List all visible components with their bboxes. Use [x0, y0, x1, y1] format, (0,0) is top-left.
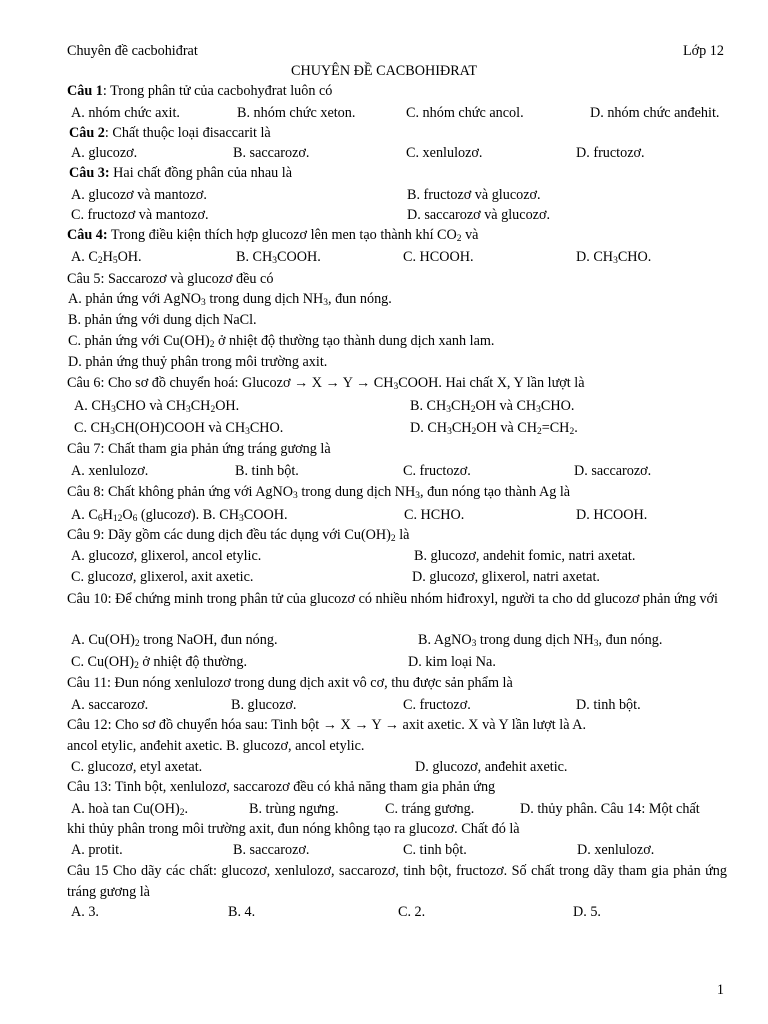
- question-4-option-b: [236, 248, 321, 266]
- subscript: 3: [201, 298, 206, 308]
- question-6-option-c: [74, 419, 283, 437]
- question-6-option-a: [74, 397, 239, 415]
- question-14-option-a: A. protit.: [71, 842, 123, 858]
- question-8-option-d: D. HCOOH.: [576, 507, 648, 523]
- page-number: 1: [716, 982, 724, 998]
- question-8-option-c: C. HCHO.: [404, 507, 465, 523]
- question-2-option-a: A. glucozơ.: [71, 145, 138, 161]
- subscript: 5: [112, 256, 118, 266]
- option-text: C. HCOOH.: [403, 249, 474, 265]
- subscript: 2: [536, 427, 542, 437]
- question-9-option-a: A. glucozơ, glixerol, ancol etylic.: [71, 548, 262, 564]
- question-6-option-b: [410, 397, 574, 415]
- question-10-stem: Câu 10: Để chứng minh trong phân tử của glucozơ có nhiều nhóm hiđroxyl, người ta cho dd glucozơ phản ứng với: [67, 591, 719, 607]
- question-8-stem: [67, 483, 570, 501]
- question-12-stem: Câu 12: Cho sơ đồ chuyển hóa sau: Tinh bột → X → Y → axit axetic. X và Y lần lượt là A.: [67, 717, 587, 733]
- question-9-option-c: C. glucozơ, glixerol, axit axetic.: [71, 569, 254, 585]
- question-3-option-b: B. fructozơ và glucozơ.: [407, 187, 541, 203]
- option-text: CHO và CH: [115, 398, 186, 414]
- subscript: 2: [134, 639, 140, 649]
- question-7-option-d: D. saccarozơ.: [574, 463, 652, 479]
- option-text: C. Cu(OH): [71, 654, 135, 670]
- subscript: 3: [110, 427, 116, 437]
- question-text: là: [395, 527, 410, 543]
- question-14-option-b: B. saccarozơ.: [233, 842, 310, 858]
- question-text: trong dung dịch NH: [297, 484, 416, 500]
- question-4-stem: [67, 226, 478, 244]
- option-text: =CH: [541, 420, 570, 436]
- option-text: .: [574, 420, 578, 436]
- subscript: 3: [272, 256, 278, 266]
- option-text: A. phản ứng với AgNO: [68, 291, 202, 307]
- option-text: CHO.: [249, 420, 284, 436]
- subscript: 2: [569, 427, 575, 437]
- question-15-option-c: C. 2.: [398, 904, 426, 920]
- question-1-option-a: A. nhóm chức axit.: [71, 105, 180, 121]
- option-text: C. phản ứng với Cu(OH): [68, 333, 210, 349]
- option-text: CH: [190, 398, 211, 414]
- question-2-stem: [69, 124, 271, 142]
- option-text: OH.: [215, 398, 240, 414]
- option-text: CH(OH)COOH và CH: [115, 420, 246, 436]
- question-9-option-b: B. glucozơ, andehit fomic, natri axetat.: [414, 548, 636, 564]
- option-text: trong dung dịch NH: [476, 632, 594, 648]
- question-6-option-d: [410, 419, 578, 437]
- question-label: Câu 4:: [67, 227, 108, 243]
- option-text: H: [102, 507, 113, 523]
- option-text: , đun nóng.: [598, 632, 663, 648]
- question-13-option-b: B. trùng ngưng.: [249, 801, 339, 817]
- question-label: Câu 1: [67, 83, 103, 99]
- question-text: : Chất thuộc loại đisaccarit là: [104, 125, 271, 141]
- option-text: trong dung dịch NH: [205, 291, 324, 307]
- question-13-option-c: C. tráng gương.: [385, 801, 475, 817]
- option-text: ở nhiệt độ thường tạo thành dung dịch xanh lam.: [214, 333, 495, 349]
- option-text: trong NaOH, đun nóng.: [139, 632, 278, 648]
- question-5-option-c: [68, 332, 494, 350]
- header-left: Chuyên đề cacbohiđrat: [67, 43, 198, 59]
- option-text: B. AgNO: [418, 632, 472, 648]
- option-text: CH: [451, 398, 471, 414]
- question-8-option-a-b: [71, 506, 288, 524]
- question-label: Câu 2: [69, 125, 105, 141]
- option-text: A. CH: [74, 398, 112, 414]
- question-5-option-b: [68, 311, 257, 329]
- question-12-options-a-b: ancol etylic, anđehit axetic. B. glucozơ, ancol etylic.: [67, 738, 365, 754]
- question-text: Hai chất đồng phân của nhau là: [109, 165, 293, 181]
- option-text: OH.: [117, 249, 142, 265]
- option-text: A. Cu(OH): [71, 632, 135, 648]
- question-9-stem: [67, 526, 409, 544]
- question-15-stem: Câu 15 Cho dãy các chất: glucozơ, xenlulozơ, saccarozơ, tinh bột, fructozơ. Số chất trong dãy tham gia phản ứng tráng gương là: [67, 863, 727, 900]
- question-text: và: [461, 227, 479, 243]
- subscript: 3: [393, 382, 399, 392]
- subscript: 3: [447, 427, 452, 437]
- option-text: COOH.: [277, 249, 321, 265]
- option-text: A. hoà tan Cu(OH): [71, 801, 180, 817]
- question-5-stem: Câu 5: Saccarozơ và glucozơ đều có: [67, 271, 274, 287]
- option-text: ở nhiệt độ thường.: [138, 654, 248, 670]
- question-12-option-d: D. glucozơ, anđehit axetic.: [415, 759, 568, 775]
- option-text: COOH.: [243, 507, 288, 523]
- option-text: D. CH: [410, 420, 448, 436]
- question-10-option-b: [418, 631, 662, 649]
- question-text: Câu 8: Chất không phản ứng với AgNO: [67, 484, 294, 500]
- option-text: D. CH: [576, 249, 614, 265]
- option-text: CH: [451, 420, 472, 436]
- option-text: OH và CH: [476, 420, 537, 436]
- question-2-option-d: D. fructozơ.: [576, 145, 645, 161]
- question-10-option-d: D. kim loại Na.: [408, 654, 496, 670]
- question-7-stem: Câu 7: Chất tham gia phản ứng tráng gương là: [67, 441, 331, 457]
- question-14-stem: khi thủy phân trong môi trường axit, đun nóng không tạo ra glucozơ. Chất đó là: [67, 821, 520, 837]
- question-11-option-a: A. saccarozơ.: [71, 697, 149, 713]
- question-3-stem: [69, 164, 292, 182]
- question-5-option-a: [68, 290, 392, 308]
- subscript: 6: [97, 514, 103, 524]
- subscript: 2: [470, 405, 476, 415]
- question-4-option-d: [576, 248, 651, 266]
- option-text: , đun nóng.: [327, 291, 392, 307]
- question-text: Câu 6: Cho sơ đồ chuyển hoá: Glucozơ → X → Y → CH: [67, 375, 394, 391]
- subscript: 2: [179, 808, 185, 818]
- question-15-option-d: D. 5.: [573, 904, 601, 920]
- option-text: OH và CH: [475, 398, 537, 414]
- subscript: 3: [185, 405, 191, 415]
- question-11-stem: Câu 11: Đun nóng xenlulozơ trong dung dịch axit vô cơ, thu được sản phẩm là: [67, 675, 513, 691]
- option-text: A. C: [71, 507, 98, 523]
- question-10-option-a: [71, 631, 278, 649]
- question-4-option-c: [403, 248, 474, 266]
- option-text: B. CH: [410, 398, 447, 414]
- document-title: CHUYÊN ĐỀ CACBOHIĐRAT: [290, 63, 477, 79]
- question-13-stem: Câu 13: Tinh bột, xenlulozơ, saccarozơ đều có khả năng tham gia phản ứng: [67, 779, 496, 795]
- question-1-option-d: D. nhóm chức anđehit.: [590, 105, 720, 121]
- subscript: 2: [456, 234, 462, 244]
- option-text: B. CH: [236, 249, 273, 265]
- question-11-option-b: B. glucozơ.: [231, 697, 297, 713]
- question-text: COOH. Hai chất X, Y lần lượt là: [398, 375, 585, 391]
- question-4-option-a: [71, 248, 142, 266]
- subscript: 3: [471, 639, 477, 649]
- subscript: 12: [112, 514, 123, 524]
- question-15-option-a: A. 3.: [71, 904, 99, 920]
- header-right: Lớp 12: [683, 43, 724, 59]
- question-15-option-b: B. 4.: [228, 904, 256, 920]
- question-text: Câu 9: Dãy gồm các dung dịch đều tác dụng với Cu(OH): [67, 527, 391, 543]
- question-9-option-d: D. glucozơ, glixerol, natri axetat.: [412, 569, 600, 585]
- question-text: : Trong phân tử của cacbohyđrat luôn có: [102, 83, 333, 99]
- subscript: 2: [134, 661, 139, 671]
- question-7-option-b: B. tinh bột.: [235, 463, 299, 479]
- option-text: O: [122, 507, 133, 523]
- question-11-option-d: D. tinh bột.: [576, 697, 641, 713]
- option-text: CHO.: [540, 398, 575, 414]
- subscript: 3: [239, 514, 244, 524]
- question-7-option-c: C. fructozơ.: [403, 463, 471, 479]
- question-3-option-a: A. glucozơ và mantozơ.: [71, 187, 207, 203]
- subscript: 3: [446, 405, 452, 415]
- option-text: B. phản ứng với dung dịch NaCl.: [68, 312, 257, 328]
- option-text: D. phản ứng thuỷ phân trong môi trường axit.: [68, 354, 328, 370]
- subscript: 3: [536, 405, 541, 415]
- question-6-stem: [67, 374, 585, 392]
- question-label: Câu 3:: [69, 165, 110, 181]
- subscript: 3: [415, 491, 420, 501]
- subscript: 2: [209, 340, 215, 350]
- question-12-option-c: C. glucozơ, etyl axetat.: [71, 759, 203, 775]
- option-text: A. C: [71, 249, 98, 265]
- subscript: 6: [132, 514, 138, 524]
- subscript: 3: [593, 639, 599, 649]
- question-1-option-b: B. nhóm chức xeton.: [237, 105, 356, 121]
- question-2-option-b: B. saccarozơ.: [233, 145, 310, 161]
- subscript: 2: [471, 427, 477, 437]
- question-3-option-d: D. saccarozơ và glucozơ.: [407, 207, 551, 223]
- question-text: Trong điều kiện thích hợp glucozơ lên men tạo thành khí CO: [107, 227, 457, 243]
- subscript: 2: [390, 534, 396, 544]
- question-13-option-a: [71, 800, 188, 818]
- question-text: , đun nóng tạo thành Ag là: [419, 484, 571, 500]
- option-text: .: [184, 801, 189, 817]
- question-1-stem: [67, 82, 332, 100]
- question-7-option-a: A. xenlulozơ.: [71, 463, 149, 479]
- subscript: 2: [210, 405, 216, 415]
- question-1-option-c: C. nhóm chức ancol.: [406, 105, 524, 121]
- question-11-option-c: C. fructozơ.: [403, 697, 471, 713]
- question-3-option-c: C. fructozơ và mantozơ.: [71, 207, 209, 223]
- question-2-option-c: C. xenlulozơ.: [406, 145, 483, 161]
- subscript: 3: [245, 427, 250, 437]
- question-14-option-d: D. xenlulozơ.: [577, 842, 655, 858]
- question-5-option-d: [68, 353, 327, 371]
- question-13-option-d: D. thủy phân. Câu 14: Một chất: [520, 801, 700, 817]
- subscript: 3: [323, 298, 328, 308]
- option-text: CHO.: [617, 249, 652, 265]
- question-14-option-c: C. tinh bột.: [403, 842, 467, 858]
- option-text: C. CH: [74, 420, 111, 436]
- option-text: H: [102, 249, 113, 265]
- question-10-option-c: [71, 653, 247, 671]
- subscript: 3: [293, 491, 298, 501]
- subscript: 2: [97, 256, 103, 266]
- subscript: 3: [613, 256, 618, 266]
- option-text: (glucozơ). B. CH: [137, 507, 239, 523]
- subscript: 3: [111, 405, 116, 415]
